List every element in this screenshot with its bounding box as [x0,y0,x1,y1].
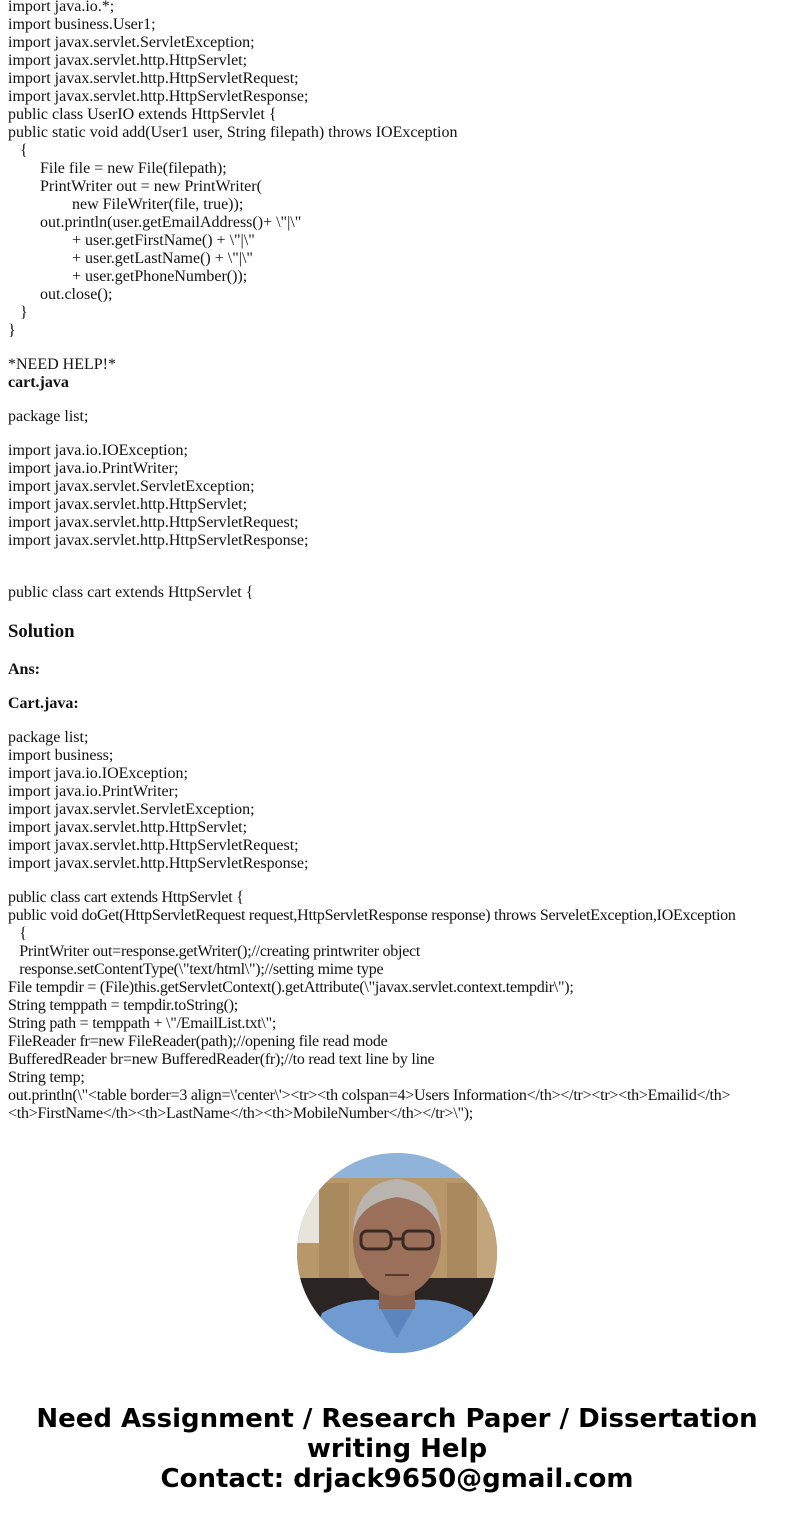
code-line: import javax.servlet.http.HttpServletResponse; [8,532,309,549]
code-line: import java.io.PrintWriter; [8,783,179,800]
code-line: out.close(); [8,286,113,303]
solution-heading: Solution [8,621,75,642]
code-line: import javax.servlet.ServletException; [8,34,255,51]
promo-contact: Contact: drjack9650@gmail.com [160,1464,634,1494]
code-line: BufferedReader br=new BufferedReader(fr);//to read text line by line [8,1051,435,1068]
code-line: import business.User1; [8,16,156,33]
code-line: import javax.servlet.http.HttpServlet; [8,52,248,69]
code-line: public class cart extends HttpServlet { [8,889,244,906]
code-line: import javax.servlet.http.HttpServletRequest; [8,514,299,531]
code-line: package list; [8,729,89,746]
code-line: <th>FirstName</th><th>LastName</th><th>MobileNumber</th></tr>\"); [8,1105,473,1122]
tutor-avatar [297,1153,497,1353]
code-line: new FileWriter(file, true)); [8,196,244,213]
code-line: import javax.servlet.http.HttpServletRequest; [8,70,299,87]
code-line: } [8,322,16,339]
promo-line-1: Need Assignment / Research Paper / Dissertation [36,1404,758,1434]
code-line: String path = temppath + \"/EmailList.txt\"; [8,1015,277,1032]
code-line: } [8,304,28,321]
answer-label: Ans: [8,661,41,678]
need-help-text: *NEED HELP!* [8,356,116,373]
code-line: out.println(user.getEmailAddress()+ \"|\" [8,214,302,231]
code-line: String temp; [8,1069,85,1086]
code-line: import business; [8,747,114,764]
code-line: import javax.servlet.ServletException; [8,801,255,818]
code-line: import javax.servlet.http.HttpServlet; [8,496,248,513]
cart-filename: cart.java [8,374,69,391]
code-line: PrintWriter out=response.getWriter();//creating printwriter object [8,943,421,960]
code-line: PrintWriter out = new PrintWriter( [8,178,262,195]
portrait-illustration [297,1153,497,1353]
code-line: String temppath = tempdir.toString(); [8,997,238,1014]
code-line: File tempdir = (File)this.getServletContext().getAttribute(\"javax.servlet.context.tempdir\"); [8,979,574,996]
code-line: public void doGet(HttpServletRequest request,HttpServletResponse response) throws ServeletException,IOException [8,907,736,924]
promo-line-2: writing Help [306,1434,488,1464]
code-line: import java.io.*; [8,0,115,15]
cart-class-decl: public class cart extends HttpServlet { [8,584,254,601]
code-line: import javax.servlet.http.HttpServlet; [8,819,248,836]
code-line: FileReader fr=new FileReader(path);//opening file read mode [8,1033,388,1050]
code-line: + user.getLastName() + \"|\" [8,250,253,267]
cart-package: package list; [8,408,89,425]
code-line: import java.io.IOException; [8,765,188,782]
code-line: import java.io.IOException; [8,442,188,459]
code-line: public class UserIO extends HttpServlet { [8,106,277,123]
solution-file-label: Cart.java: [8,695,79,712]
code-line: response.setContentType(\"text/html\");//setting mime type [8,961,384,978]
code-line: out.println(\"<table border=3 align=\'center\'><tr><th colspan=4>Users Information</th></tr><tr><th>Emailid</th> [8,1087,731,1104]
code-line: File file = new File(filepath); [8,160,227,177]
code-line: import javax.servlet.http.HttpServletResponse; [8,855,309,872]
code-line: import javax.servlet.ServletException; [8,478,255,495]
code-line: import javax.servlet.http.HttpServletRequest; [8,837,299,854]
code-line: import java.io.PrintWriter; [8,460,179,477]
code-line: { [8,925,27,942]
code-line: import javax.servlet.http.HttpServletResponse; [8,88,309,105]
code-line: + user.getFirstName() + \"|\" [8,232,255,249]
code-line: + user.getPhoneNumber()); [8,268,248,285]
code-line: public static void add(User1 user, String filepath) throws IOException [8,124,458,141]
code-line: { [8,142,28,159]
